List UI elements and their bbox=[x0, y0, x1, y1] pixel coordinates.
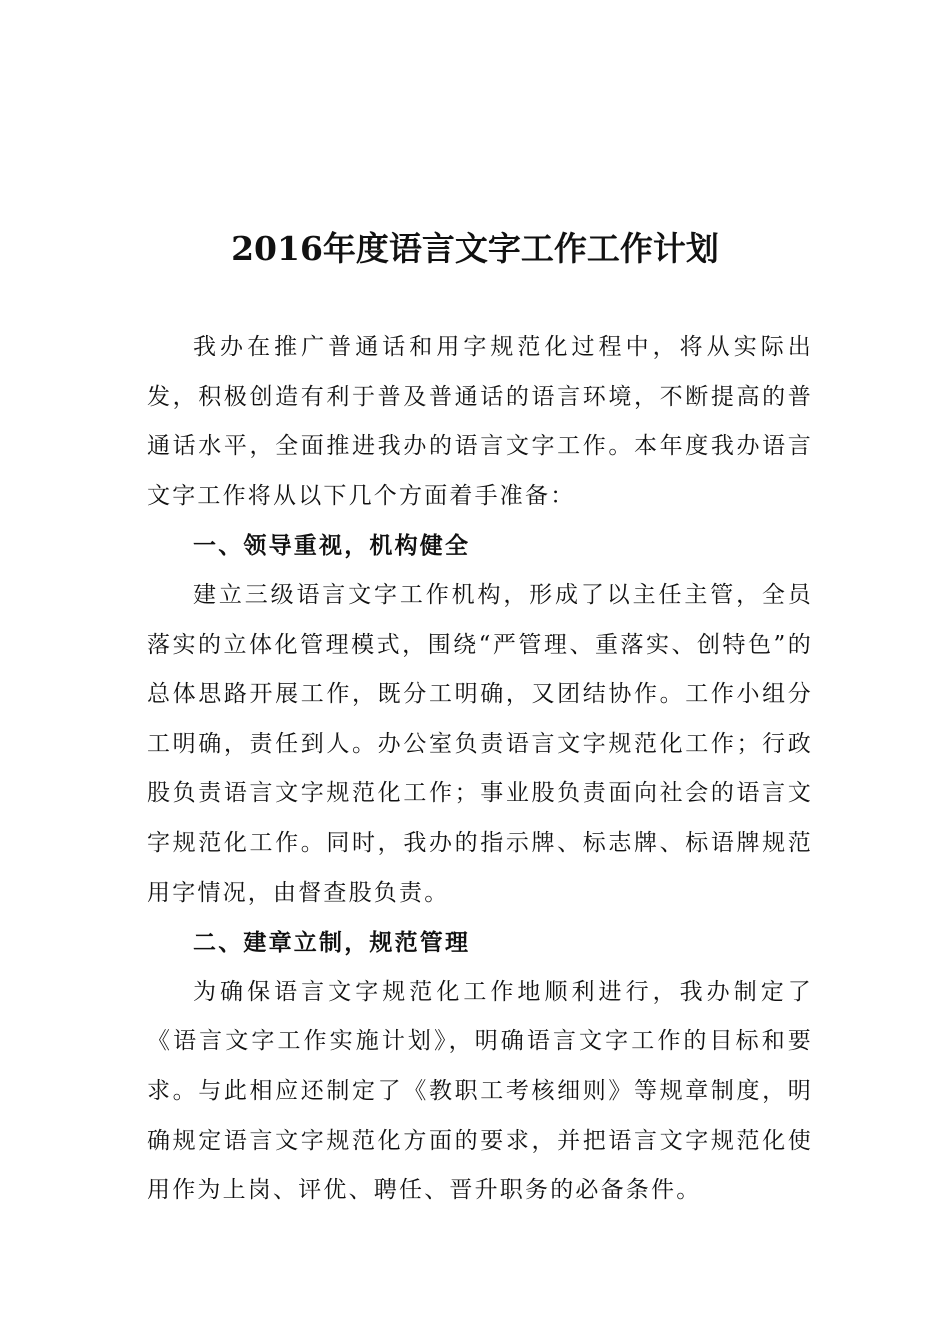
section-heading-2: 二、建章立制，规范管理 bbox=[193, 929, 471, 957]
document-title: 2016年度语言文字工作工作计划 bbox=[231, 229, 719, 268]
document-body bbox=[147, 323, 813, 1216]
section-heading-1: 一、领导重视，机构健全 bbox=[193, 532, 471, 560]
intro-paragraph: 我办在推广普通话和用字规范化过程中，将从实际出发，积极创造有利于普及普通话的语言环境，不断提高的普通话水平，全面推进我办的语言文字工作。本年度我办语言文字工作将从以下几个方面着手准备： bbox=[147, 334, 813, 509]
section-body-1: 建立三级语言文字工作机构，形成了以主任主管，全员落实的立体化管理模式，围绕“严管理、重落实、创特色”的总体思路开展工作，既分工明确，又团结协作。工作小组分工明确，责任到人。办公室负责语言文字规范化工作；行政股负责语言文字规范化工作；事业股负责面向社会的语言文字规范化工作。同时，我办的指示牌、标志牌、标语牌规范用字情况，由督查股负责。 bbox=[147, 581, 813, 906]
section-body-2: 为确保语言文字规范化工作地顺利进行，我办制定了《语言文字工作实施计划》，明确语言文字工作的目标和要求。与此相应还制定了《教职工考核细则》等规章制度，明确规定语言文字规范化方面的要求，并把语言文字规范化使用作为上岗、评优、聘任、晋升职务的必备条件。 bbox=[147, 978, 813, 1204]
